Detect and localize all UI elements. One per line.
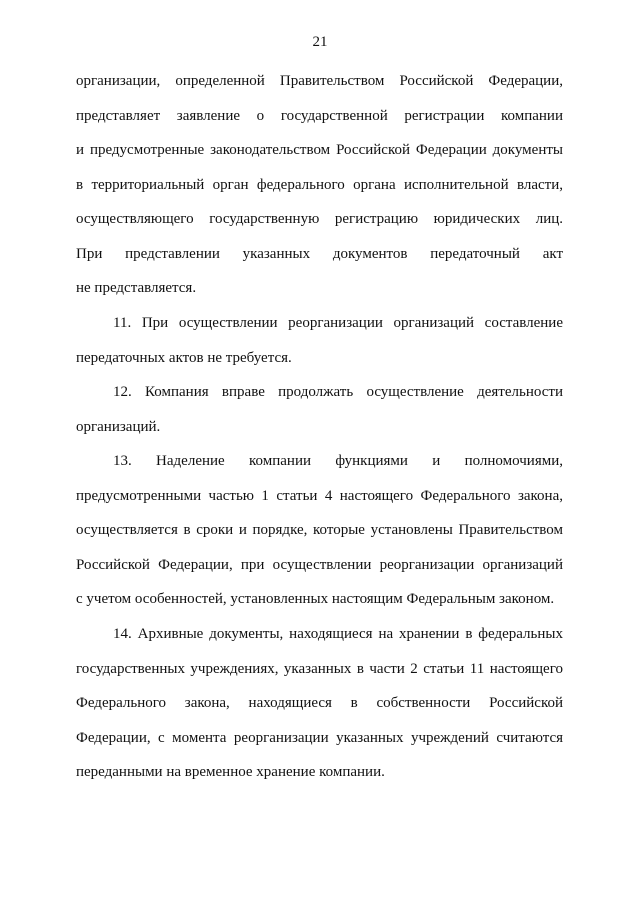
text-line: осуществляется в сроки и порядке, которые установлены Правительством: [76, 522, 563, 538]
text-line: и предусмотренные законодательством Российской Федерации документы: [76, 142, 563, 158]
text-line: При представлении указанных документов передаточный акт: [76, 245, 563, 262]
page-number: 21: [312, 34, 328, 50]
text-line: организации, определенной Правительством Российской Федерации,: [76, 73, 563, 89]
text-line: с учетом особенностей, установленных настоящим Федеральным законом.: [76, 591, 555, 607]
text-line: предусмотренными частью 1 статьи 4 настоящего Федерального закона,: [76, 487, 563, 504]
text-line: передаточных актов не требуется.: [76, 349, 292, 366]
text-line: Федерации, с момента реорганизации указанных учреждений считаются: [76, 729, 563, 746]
paragraph-item-11: [76, 306, 563, 375]
text-line: государственных учреждениях, указанных в части 2 статьи 11 настоящего: [76, 660, 563, 677]
paragraph-item-14: [76, 617, 563, 790]
text-line: 11. При осуществлении реорганизации организаций составление: [113, 315, 563, 331]
text-line: 14. Архивные документы, находящиеся на хранении в федеральных: [113, 626, 563, 642]
text-line: 12. Компания вправе продолжать осуществление деятельности: [113, 384, 563, 400]
text-line: Федерального закона, находящиеся в собственности Российской: [76, 695, 563, 711]
text-line: осуществляющего государственную регистрацию юридических лиц.: [76, 211, 563, 227]
paragraph-item-13: [76, 444, 563, 617]
paragraph-continuation: [76, 64, 563, 306]
text-line: переданными на временное хранение компании.: [76, 764, 385, 780]
text-line: 13. Наделение компании функциями и полномочиями,: [113, 453, 563, 469]
paragraph-item-12: [76, 375, 563, 444]
text-line: представляет заявление о государственной регистрации компании: [76, 107, 563, 124]
text-line: в территориальный орган федерального органа исполнительной власти,: [76, 176, 563, 193]
text-line: организаций.: [76, 418, 161, 435]
text-line: Российской Федерации, при осуществлении реорганизации организаций: [76, 556, 563, 573]
text-line: не представляется.: [76, 280, 197, 296]
